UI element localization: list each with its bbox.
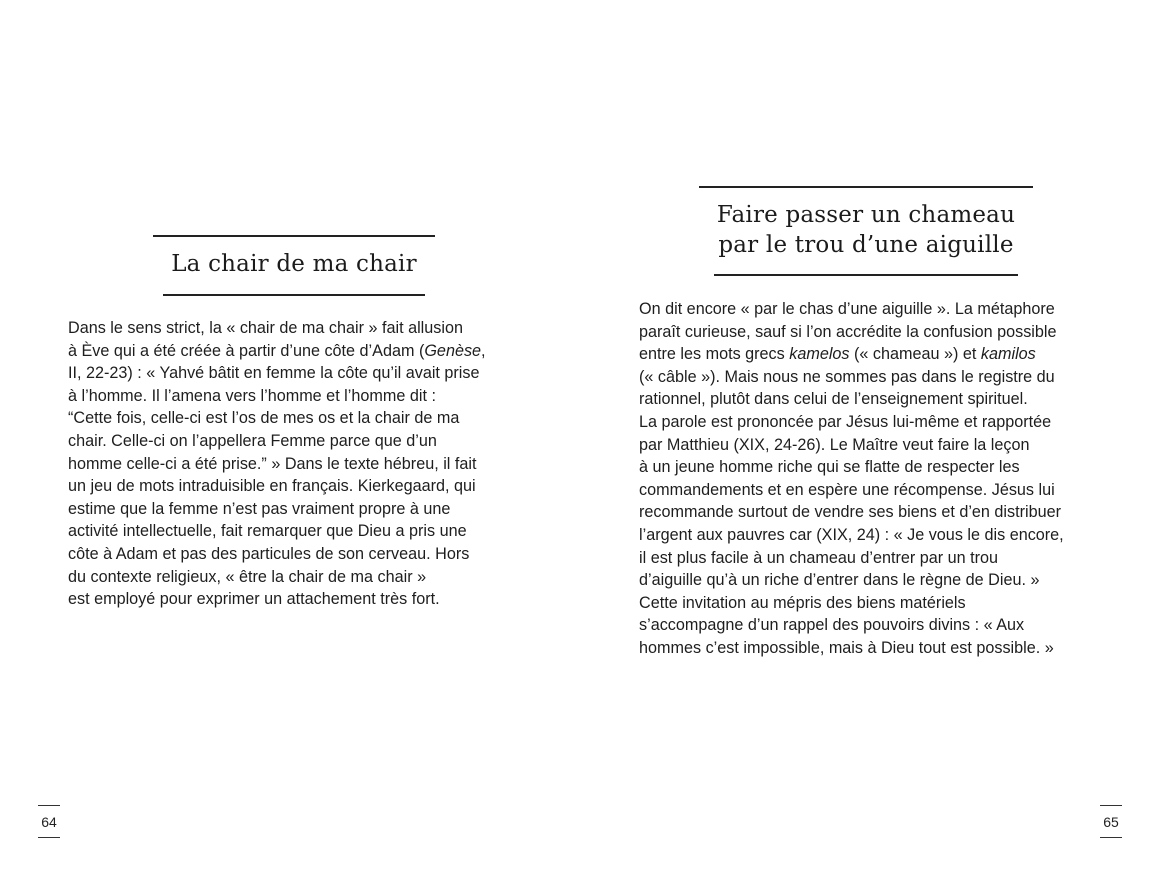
text-segment: côte à Adam et pas des particules de son cerveau. Hors <box>68 544 470 563</box>
text-line <box>68 430 486 453</box>
text-line <box>639 321 1064 344</box>
page-title: La chair de ma chair <box>171 251 417 277</box>
text-segment: d’aiguille qu’à un riche d’entrer dans le règne de Dieu. » <box>639 571 1040 590</box>
text-segment: homme celle-ci a été prise.” » Dans le texte hébreu, il fait <box>68 454 477 473</box>
text-segment: (« chameau ») et <box>849 345 981 364</box>
text-line <box>639 298 1064 321</box>
text-segment: à l’homme. Il l’amena vers l’homme et l’homme dit : <box>68 386 436 405</box>
text-segment: il est plus facile à un chameau d’entrer par un trou <box>639 548 999 567</box>
text-segment: l’argent aux pauvres car (XIX, 24) : « Je vous le dis encore, <box>639 525 1064 544</box>
text-line <box>639 366 1064 389</box>
text-segment: entre les mots grecs <box>639 345 790 364</box>
text-segment: Dans le sens strict, la « chair de ma chair » fait allusion <box>68 319 463 337</box>
text-line <box>639 501 1064 524</box>
page-number: 65 <box>1103 814 1119 830</box>
text-line <box>68 453 486 476</box>
text-line <box>639 343 1064 366</box>
text-line <box>639 479 1064 502</box>
text-line <box>639 592 1064 615</box>
text-segment: à Ève qui a été créée à partir d’une côte d’Adam ( <box>68 341 425 360</box>
text-line <box>68 362 486 385</box>
title-line-2: par le trou d’une aiguille <box>718 232 1014 258</box>
text-segment: recommande surtout de vendre ses biens et d’en distribuer <box>639 503 1062 522</box>
body-text <box>68 317 486 611</box>
text-line <box>68 385 486 408</box>
text-segment: du contexte religieux, « être la chair de ma chair » <box>68 567 427 586</box>
text-line <box>68 498 486 521</box>
text-segment: Cette invitation au mépris des biens matériels <box>639 593 966 612</box>
italic-text: kamelos <box>789 345 850 364</box>
text-line <box>639 614 1064 637</box>
text-segment: (« câble »). Mais nous ne sommes pas dans le registre du <box>639 367 1055 386</box>
page-number-box <box>38 805 60 838</box>
italic-text: kamilos <box>980 345 1036 364</box>
text-line <box>68 475 486 498</box>
italic-text: Genèse <box>424 341 482 360</box>
text-segment: un jeu de mots intraduisible en français. Kierkegaard, qui <box>68 477 476 496</box>
text-line <box>68 317 486 340</box>
text-line <box>639 388 1064 411</box>
text-segment: rationnel, plutôt dans celui de l’enseignement spirituel. <box>639 390 1028 409</box>
title-top-rule <box>699 186 1033 188</box>
title-bottom-rule <box>714 274 1018 276</box>
title-bottom-rule <box>163 294 425 296</box>
page-number-box <box>1100 805 1122 838</box>
text-segment: paraît curieuse, sauf si l’on accrédite la confusion possible <box>639 322 1057 341</box>
text-segment: est employé pour exprimer un attachement très fort. <box>68 590 440 609</box>
text-segment: “Cette fois, celle-ci est l’os de mes os et la chair de ma <box>68 409 460 428</box>
title-top-rule <box>153 235 435 237</box>
text-segment: estime que la femme n’est pas vraiment propre à une <box>68 499 451 518</box>
text-line <box>639 434 1064 457</box>
text-segment: II, 22-23) : « Yahvé bâtit en femme la côte qu’il avait prise <box>68 364 480 383</box>
text-line <box>68 340 486 363</box>
text-segment: activité intellectuelle, fait remarquer que Dieu a pris une <box>68 522 467 541</box>
text-line <box>68 520 486 543</box>
text-segment: , <box>481 341 486 360</box>
text-segment: par Matthieu (XIX, 24-26). Le Maître veut faire la leçon <box>639 435 1030 454</box>
text-line <box>639 456 1064 479</box>
text-segment: s’accompagne d’un rappel des pouvoirs divins : « Aux <box>639 616 1025 635</box>
text-line <box>639 524 1064 547</box>
body-text <box>639 298 1064 660</box>
text-segment: hommes c’est impossible, mais à Dieu tout est possible. » <box>639 638 1054 657</box>
page-title <box>666 200 1066 260</box>
text-line <box>68 543 486 566</box>
text-line <box>639 569 1064 592</box>
title-line-1: Faire passer un chameau <box>716 202 1016 228</box>
text-segment: La parole est prononcée par Jésus lui-même et rapportée <box>639 412 1052 431</box>
text-line <box>68 566 486 589</box>
page-number: 64 <box>41 814 57 830</box>
text-line <box>639 411 1064 434</box>
text-line <box>639 547 1064 570</box>
text-segment: à un jeune homme riche qui se flatte de respecter les <box>639 458 1020 477</box>
text-segment: On dit encore « par le chas d’une aiguille ». La métaphore <box>639 300 1055 318</box>
right-page <box>580 0 1160 870</box>
text-line <box>68 407 486 430</box>
text-line <box>68 588 486 611</box>
text-segment: chair. Celle-ci on l’appellera Femme parce que d’un <box>68 431 437 450</box>
text-line <box>639 637 1064 660</box>
text-segment: commandements et en espère une récompense. Jésus lui <box>639 480 1055 499</box>
